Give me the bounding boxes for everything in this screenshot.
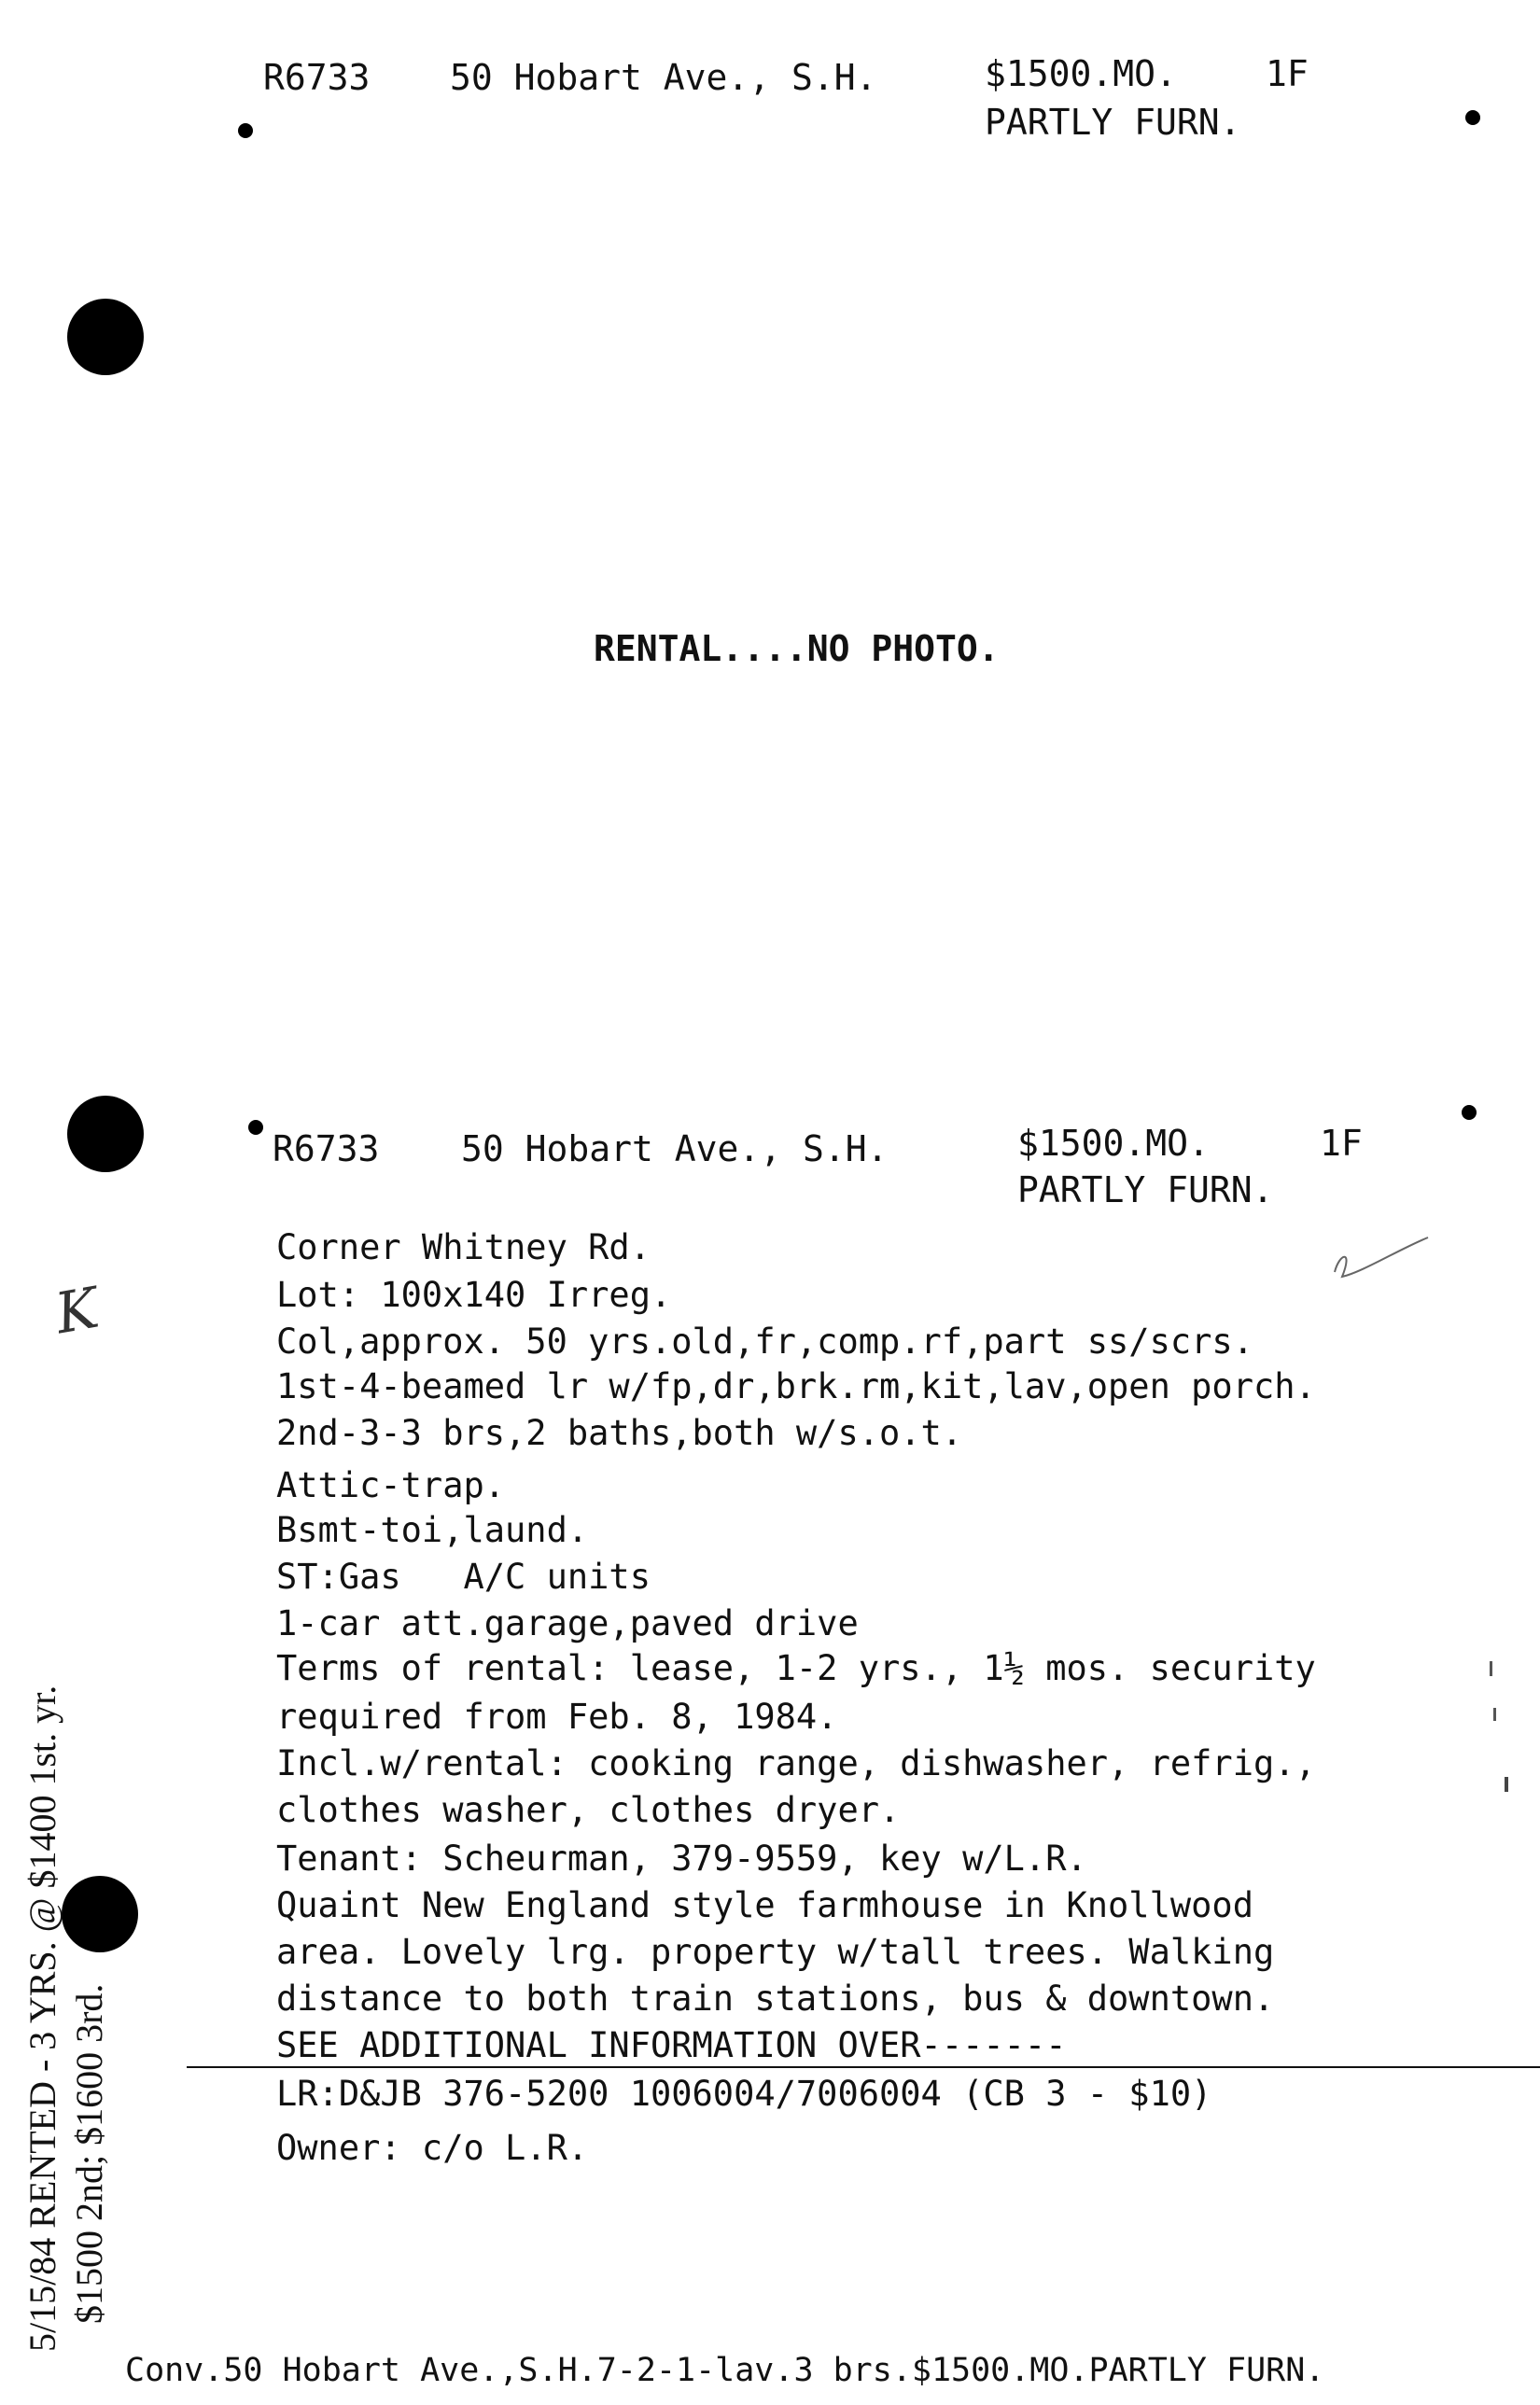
detail-line: 2nd-3-3 brs,2 baths,both w/s.o.t. [276,1413,963,1453]
bottom-floor: 1F [1320,1123,1363,1164]
binder-hole-bottom [62,1876,138,1952]
punch-dot [1465,110,1480,125]
bottom-price: $1500.MO. [1017,1123,1210,1164]
punch-dot [238,123,253,138]
detail-line: Quaint New England style farmhouse in Knollwood [276,1885,1253,1925]
bottom-furnishing: PARTLY FURN. [1017,1169,1274,1210]
section-divider [187,2066,1540,2068]
summary-footer: Conv.50 Hobart Ave.,S.H.7-2-1-lav.3 brs.$1500.MO.PARTLY FURN. [125,2352,1325,2389]
stray-mark [1493,1708,1496,1721]
detail-line: Attic-trap. [276,1465,506,1505]
binder-hole-top [67,299,144,375]
top-listing-id: R6733 [263,57,371,98]
top-floor: 1F [1266,53,1309,94]
detail-line: ST:Gas A/C units [276,1557,651,1597]
detail-line: Terms of rental: lease, 1-2 yrs., 1½ mos. security [276,1648,1316,1688]
handwritten-rental-note: 5/15/84 RENTED - 3 YRS. @ $1400 1st. yr. [21,1685,63,2352]
detail-line: Tenant: Scheurman, 379-9559, key w/L.R. [276,1839,1087,1879]
detail-line: distance to both train stations, bus & downtown. [276,1979,1275,2019]
handwritten-initial: K [50,1275,104,1348]
stray-mark [1505,1777,1508,1792]
detail-line: Corner Whitney Rd. [276,1227,651,1267]
detail-line: 1-car att.garage,paved drive [276,1603,859,1643]
bottom-address: 50 Hobart Ave., S.H. [461,1128,889,1169]
check-mark-icon [1325,1230,1437,1286]
top-furnishing: PARTLY FURN. [985,102,1241,143]
handwritten-rent-schedule: $1500 2nd; $1600 3rd. [68,1983,110,2324]
detail-line: Col,approx. 50 yrs.old,fr,comp.rf,part ss/scrs. [276,1321,1253,1362]
detail-line: 1st-4-beamed lr w/fp,dr,brk.rm,kit,lav,open porch. [276,1366,1316,1406]
detail-line: Incl.w/rental: cooking range, dishwasher, refrig., [276,1743,1316,1783]
top-address: 50 Hobart Ave., S.H. [450,57,877,98]
punch-dot [1462,1105,1477,1120]
stray-mark [1490,1661,1492,1676]
top-price: $1500.MO. [985,53,1177,94]
binder-hole-middle [67,1096,144,1172]
owner-line: Owner: c/o L.R. [276,2128,589,2168]
detail-line: clothes washer, clothes dryer. [276,1790,901,1830]
detail-line: Lot: 100x140 Irreg. [276,1275,672,1315]
bottom-listing-id: R6733 [273,1128,380,1169]
punch-dot [248,1120,263,1135]
broker-line: LR:D&JB 376-5200 1006004/7006004 (CB 3 - $10) [276,2074,1212,2114]
detail-line: Bsmt-toi,laund. [276,1510,589,1550]
detail-line: area. Lovely lrg. property w/tall trees. Walking [276,1932,1275,1972]
detail-line: required from Feb. 8, 1984. [276,1697,838,1737]
no-photo-notice: RENTAL....NO PHOTO. [594,628,1000,669]
detail-line: SEE ADDITIONAL INFORMATION OVER------- [276,2025,1067,2065]
